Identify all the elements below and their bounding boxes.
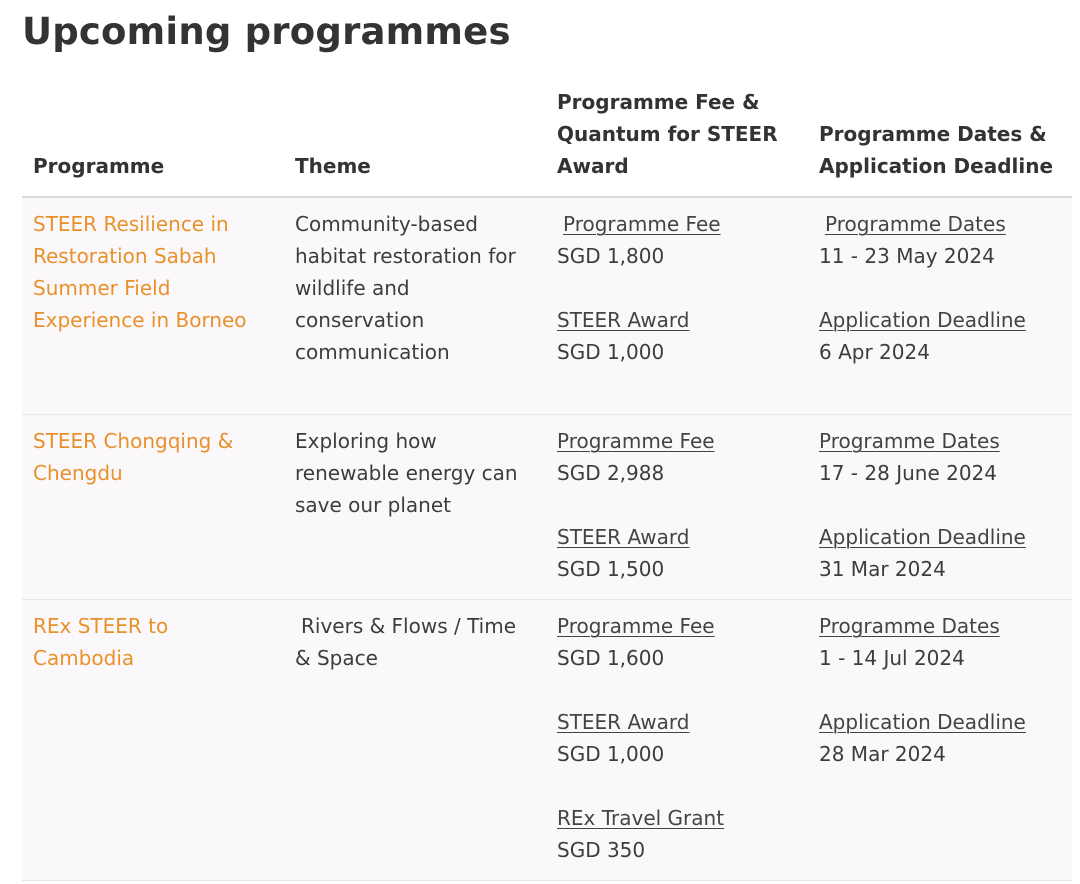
table-row — [22, 197, 1072, 415]
dates-block — [819, 425, 1062, 489]
fee-cell — [546, 197, 808, 415]
fee-block — [557, 208, 798, 272]
theme-text: Exploring how renewable energy can save our planet — [295, 429, 518, 517]
deadline-block — [819, 521, 1062, 585]
dates-cell — [808, 415, 1072, 600]
programme-fee-link[interactable]: Programme Fee — [557, 429, 715, 453]
table-body — [22, 197, 1072, 881]
theme-cell — [284, 197, 546, 415]
dates-block — [819, 208, 1062, 272]
programme-cell — [22, 600, 284, 881]
application-deadline-value: 28 Mar 2024 — [819, 742, 946, 766]
programme-dates-link[interactable]: Programme Dates — [819, 614, 1000, 638]
application-deadline-value: 31 Mar 2024 — [819, 557, 946, 581]
application-deadline-link[interactable]: Application Deadline — [819, 710, 1026, 734]
application-deadline-link[interactable]: Application Deadline — [819, 525, 1026, 549]
programme-fee-link[interactable]: Programme Fee — [557, 614, 715, 638]
deadline-block — [819, 304, 1062, 368]
dates-block — [819, 610, 1062, 674]
grant-block — [557, 802, 798, 866]
programme-fee-value: SGD 1,800 — [557, 244, 665, 268]
page-title: Upcoming programmes — [22, 10, 511, 53]
table-row — [22, 600, 1072, 881]
rex-travel-grant-value: SGD 350 — [557, 838, 646, 862]
table-header — [22, 84, 1072, 197]
programme-name-link[interactable]: STEER Resilience in Restoration Sabah Summer Field Experience in Borneo — [33, 212, 247, 332]
header-theme: Theme — [284, 84, 546, 197]
programme-dates-value: 17 - 28 June 2024 — [819, 461, 997, 485]
programme-name-link[interactable]: STEER Chongqing & Chengdu — [33, 429, 234, 485]
header-fee: Programme Fee & Quantum for STEER Award — [546, 84, 808, 197]
award-block — [557, 521, 798, 585]
theme-cell — [284, 600, 546, 881]
programme-dates-link[interactable]: Programme Dates — [825, 212, 1006, 236]
dates-cell — [808, 600, 1072, 881]
fee-cell — [546, 600, 808, 881]
application-deadline-link[interactable]: Application Deadline — [819, 308, 1026, 332]
programme-dates-link[interactable]: Programme Dates — [819, 429, 1000, 453]
steer-award-link[interactable]: STEER Award — [557, 710, 690, 734]
programme-fee-value: SGD 1,600 — [557, 646, 665, 670]
award-block — [557, 706, 798, 770]
award-block — [557, 304, 798, 368]
programme-name-link[interactable]: REx STEER to Cambodia — [33, 614, 169, 670]
dates-cell — [808, 197, 1072, 415]
header-programme: Programme — [22, 84, 284, 197]
steer-award-value: SGD 1,000 — [557, 340, 665, 364]
fee-block — [557, 425, 798, 489]
fee-cell — [546, 415, 808, 600]
steer-award-link[interactable]: STEER Award — [557, 525, 690, 549]
programme-dates-value: 1 - 14 Jul 2024 — [819, 646, 965, 670]
application-deadline-value: 6 Apr 2024 — [819, 340, 930, 364]
theme-cell — [284, 415, 546, 600]
header-dates: Programme Dates & Application Deadline — [808, 84, 1072, 197]
programmes-table — [22, 84, 1072, 881]
theme-text: Community-based habitat restoration for wildlife and conservation communication — [295, 212, 516, 364]
theme-text: Rivers & Flows / Time & Space — [295, 614, 517, 670]
programme-fee-value: SGD 2,988 — [557, 461, 665, 485]
deadline-block — [819, 706, 1062, 770]
header-row — [22, 84, 1072, 197]
steer-award-link[interactable]: STEER Award — [557, 308, 690, 332]
programme-cell — [22, 415, 284, 600]
table-row — [22, 415, 1072, 600]
programme-cell — [22, 197, 284, 415]
fee-block — [557, 610, 798, 674]
steer-award-value: SGD 1,000 — [557, 742, 665, 766]
steer-award-value: SGD 1,500 — [557, 557, 665, 581]
programme-fee-link[interactable]: Programme Fee — [563, 212, 721, 236]
rex-travel-grant-link[interactable]: REx Travel Grant — [557, 806, 725, 830]
programme-dates-value: 11 - 23 May 2024 — [819, 244, 995, 268]
